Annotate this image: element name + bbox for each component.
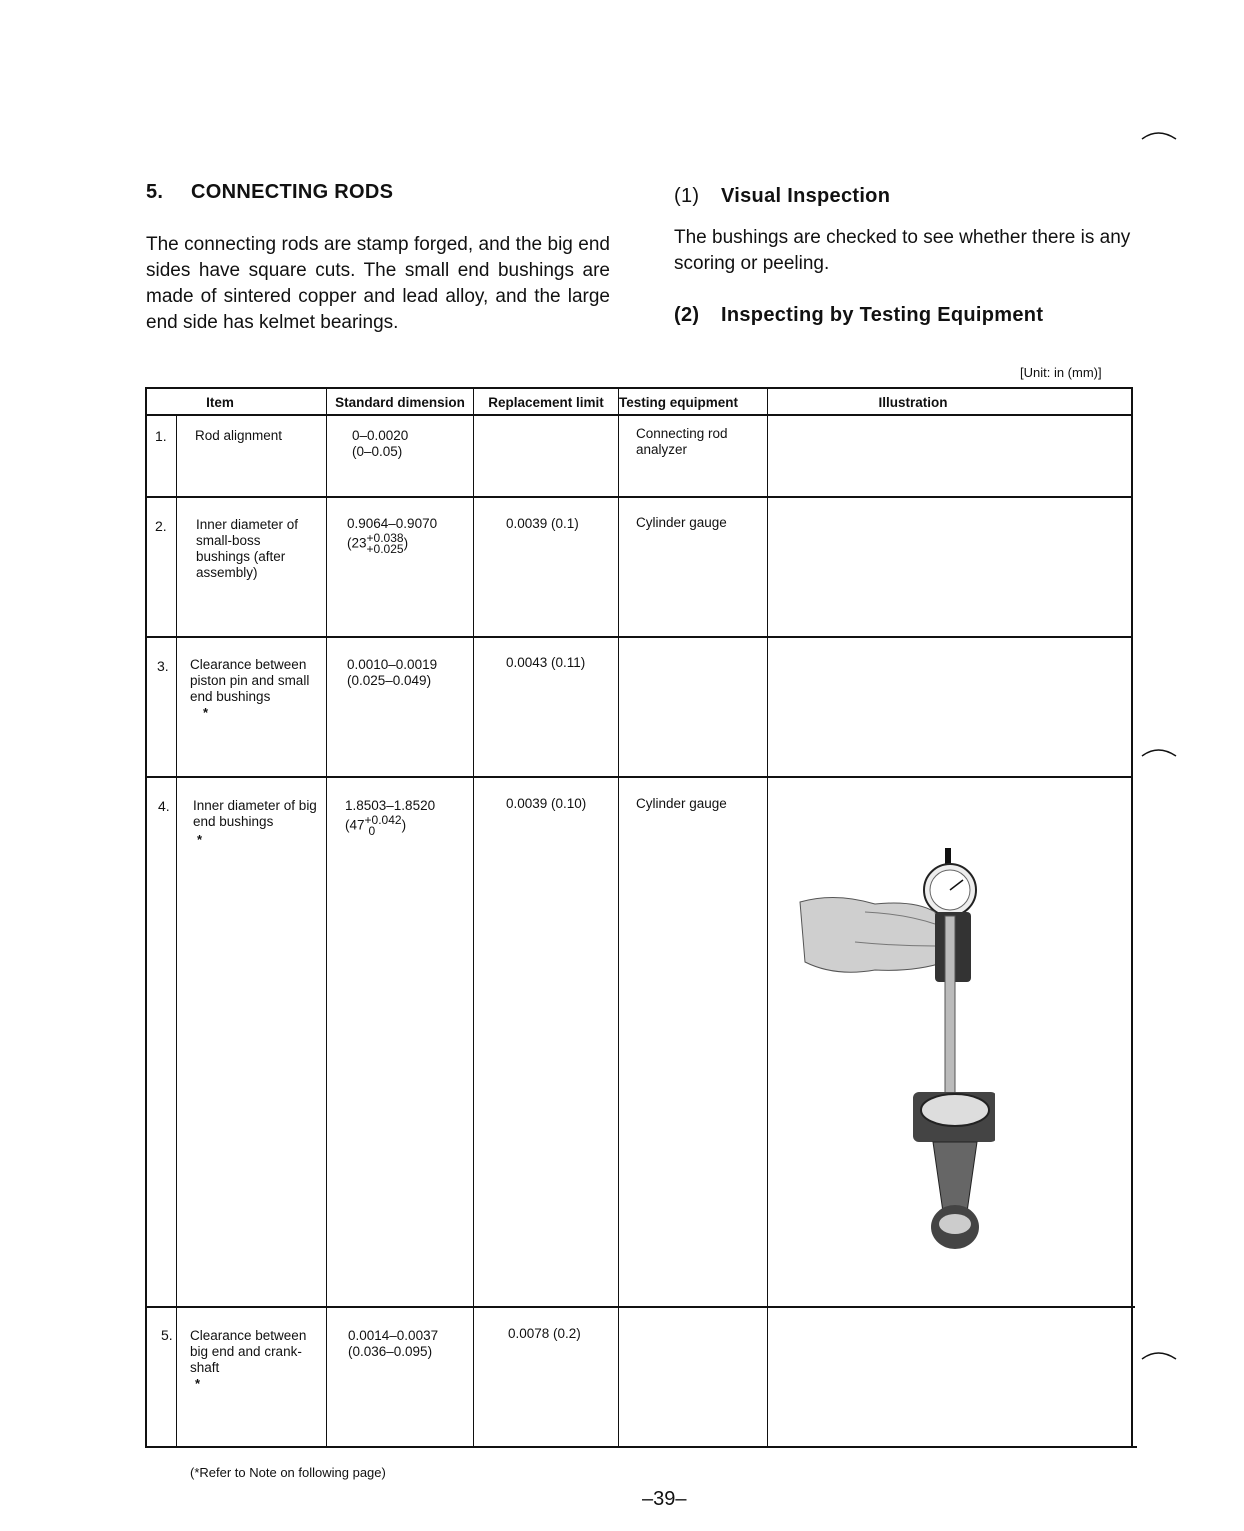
table-top-border — [145, 387, 1133, 389]
row-5-number: 5. — [161, 1327, 173, 1343]
section-paragraph: The connecting rods are stamp forged, and the big end sides have square cuts. The small end bushings are made of sintered copper and lead alloy, and the large end side has kelmet bearings. — [146, 234, 610, 333]
cylinder-gauge-illustration — [795, 842, 995, 1262]
table-header-border — [145, 414, 1133, 416]
header-item: Item — [206, 395, 234, 410]
row-5-asterisk: * — [195, 1376, 201, 1391]
row-divider — [145, 636, 1133, 638]
col-divider — [473, 387, 474, 1448]
row-5-replacement: 0.0078 (0.2) — [508, 1326, 581, 1341]
row-3-asterisk: * — [203, 705, 209, 720]
row-2-standard-mm — [347, 533, 408, 555]
inspection-table — [145, 387, 1135, 1451]
row-divider — [145, 776, 1133, 778]
row-3-item: Clearance between piston pin and small end bushings — [190, 657, 310, 704]
footnote: (*Refer to Note on following page) — [190, 1465, 386, 1480]
row-2-standard-in: 0.9064–0.9070 — [347, 516, 438, 531]
table-right-border — [1131, 387, 1133, 1448]
row-3-standard-mm: (0.025–0.049) — [347, 673, 432, 688]
visual-inspection-number: (1) — [674, 185, 700, 207]
header-replacement: Replacement limit — [488, 395, 604, 410]
row-4-replacement: 0.0039 (0.10) — [506, 796, 587, 811]
row-1-standard-in: 0–0.0020 — [352, 428, 409, 443]
section-title: CONNECTING RODS — [191, 181, 394, 203]
table-bottom-border — [147, 1446, 1137, 1448]
row-2-mm-base: (23 — [347, 535, 367, 551]
row-4-item: Inner diameter of big end bushings — [193, 798, 317, 829]
margin-curl-mark — [1140, 1345, 1180, 1365]
header-standard: Standard dimension — [335, 395, 465, 410]
row-3-number: 3. — [157, 658, 169, 674]
row-1-standard-mm: (0–0.05) — [352, 444, 403, 459]
header-equipment: Testing equipment — [619, 395, 739, 410]
row-2-tol-lower: +0.025 — [366, 542, 404, 556]
row-4-tolerance — [365, 815, 402, 837]
row-3-standard-in: 0.0010–0.0019 — [347, 657, 438, 672]
row-1-number: 1. — [155, 428, 167, 444]
header-illustration: Illustration — [878, 395, 948, 410]
col-divider — [618, 387, 619, 1448]
visual-inspection-heading: Visual Inspection — [721, 185, 891, 207]
row-4-equipment: Cylinder gauge — [636, 796, 727, 811]
row-2-mm-close: ) — [403, 535, 409, 551]
row-4-tol-lower: 0 — [368, 824, 376, 838]
testing-equipment-number: (2) — [674, 304, 700, 326]
row-5-item: Clearance between big end and crank-shaft — [190, 1328, 307, 1375]
row-2-tolerance — [367, 533, 404, 555]
section-number: 5. — [146, 181, 164, 203]
row-1-item: Rod alignment — [195, 428, 283, 443]
row-2-replacement: 0.0039 (0.1) — [506, 516, 579, 531]
row-4-mm-close: ) — [401, 817, 407, 833]
table-left-border — [145, 387, 147, 1448]
visual-inspection-text: The bushings are checked to see whether there is any scoring or peeling. — [674, 227, 1131, 274]
unit-label: [Unit: in (mm)] — [1020, 365, 1102, 380]
row-3-replacement: 0.0043 (0.11) — [506, 655, 586, 670]
margin-curl-mark — [1140, 125, 1180, 145]
row-divider — [147, 1306, 1135, 1308]
row-5-standard-in: 0.0014–0.0037 — [348, 1328, 439, 1343]
margin-curl-mark — [1140, 742, 1180, 762]
row-2-tol-upper: +0.038 — [366, 531, 404, 545]
col-divider — [767, 387, 768, 1448]
row-4-mm-base: (47 — [345, 817, 365, 833]
row-2-number: 2. — [155, 518, 167, 534]
row-4-tol-upper: +0.042 — [364, 813, 402, 827]
row-4-asterisk: * — [197, 832, 203, 847]
row-divider — [145, 496, 1133, 498]
row-1-equipment: Connecting rod analyzer — [636, 426, 728, 457]
page-number: –39– — [642, 1488, 687, 1510]
row-5-standard-mm: (0.036–0.095) — [348, 1344, 433, 1359]
row-2-equipment: Cylinder gauge — [636, 515, 727, 530]
col-divider — [176, 414, 177, 1448]
row-4-number: 4. — [158, 798, 170, 814]
testing-equipment-heading: Inspecting by Testing Equipment — [721, 304, 1044, 326]
row-2-item: Inner diameter of small-boss bushings (after assembly) — [196, 517, 299, 580]
row-4-standard-mm — [345, 815, 406, 837]
col-divider — [326, 387, 327, 1448]
row-4-standard-in: 1.8503–1.8520 — [345, 798, 436, 813]
